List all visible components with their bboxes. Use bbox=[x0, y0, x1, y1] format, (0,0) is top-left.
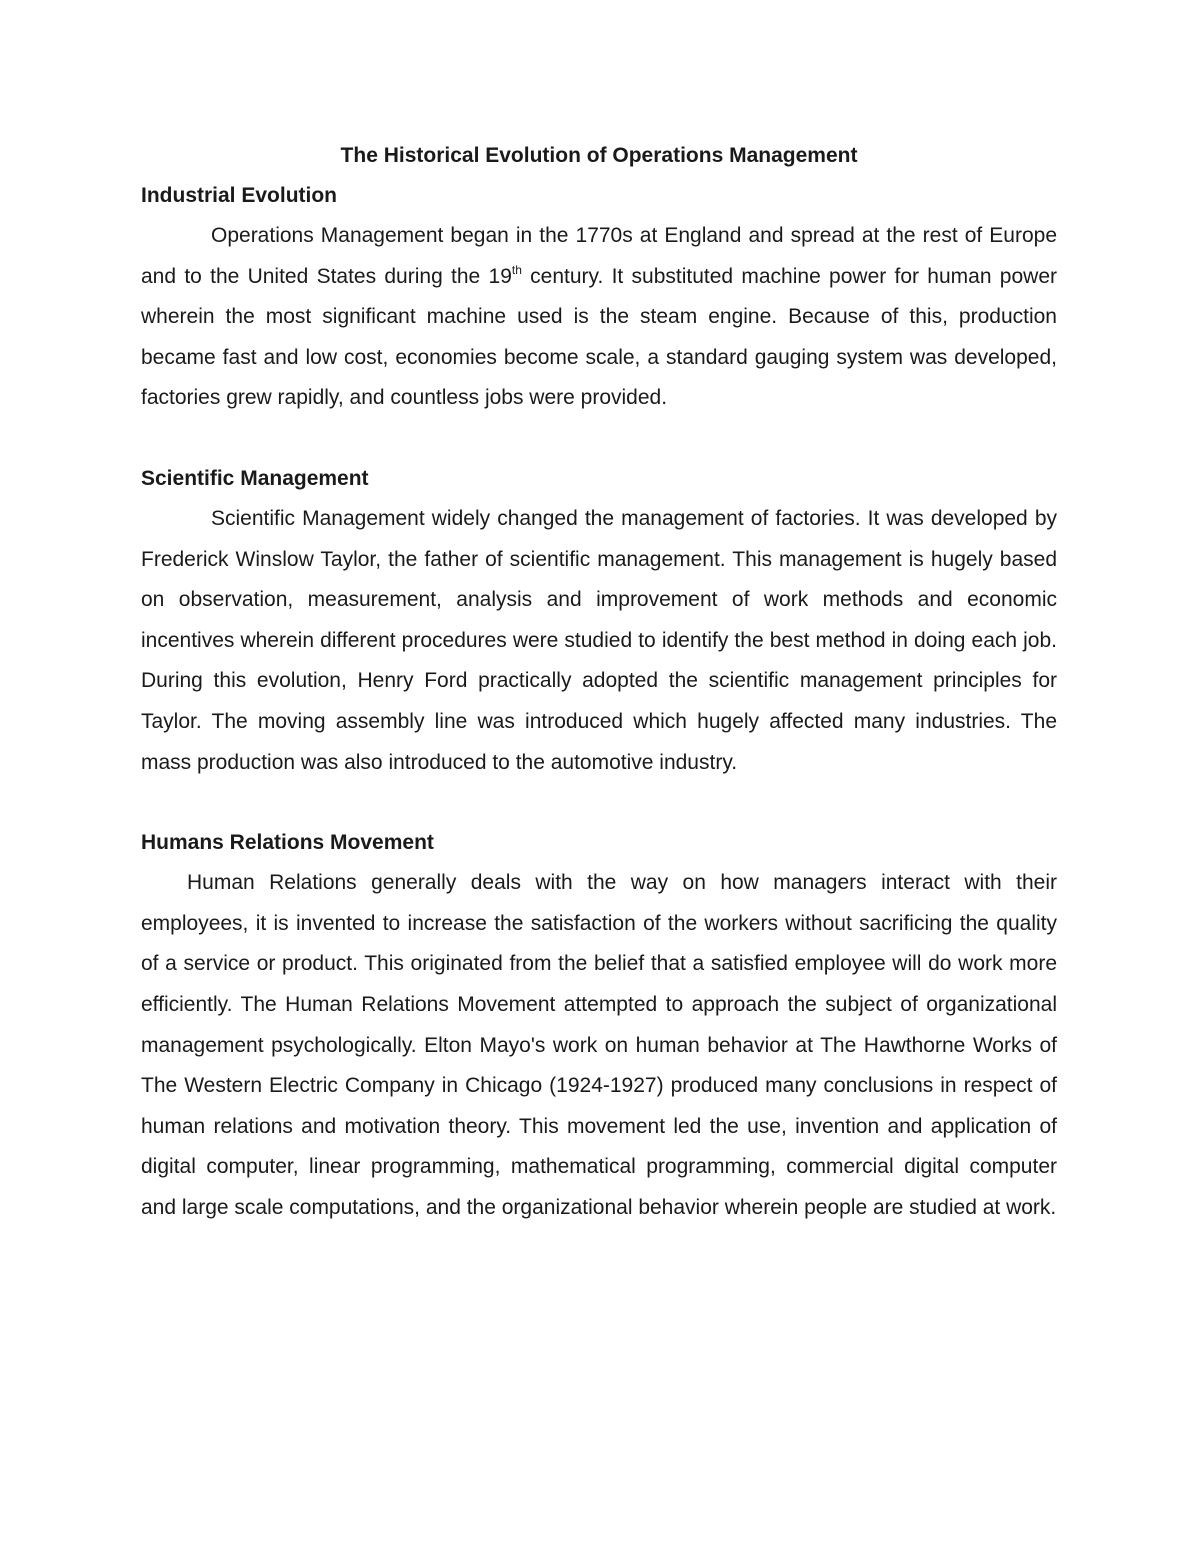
section-paragraph-scientific-management: Scientific Management widely changed the management of factories. It was developed by Frederick Winslow Taylor, the father of scientific management. This management is hugely based on observation, measurement, analysis and improvement of work methods and economic incentives wherein different procedures were studied to identify the best method in doing each job. During this evolution, Henry Ford practically adopted the scientific management principles for Taylor. The moving assembly line was introduced which hugely affected many industries. The mass production was also introduced to the automotive industry. bbox=[141, 506, 1057, 774]
paragraph-text-after-superscript: century. It substituted machine power for human power wherein the most significant machine used is the steam engine. Because of this, production became fast and low cost, economies become scale, a standard gauging system was developed, factories grew rapidly, and countless jobs were provided. bbox=[141, 264, 1057, 410]
section-scientific-management bbox=[141, 459, 1057, 783]
section-paragraph-human-relations: Human Relations generally deals with the way on how managers interact with their employees, it is invented to increase the satisfaction of the workers without sacrificing the quality of a service or product. This originated from the belief that a satisfied employee will do work more efficiently. The Human Relations Movement attempted to approach the subject of organizational management psychologically. Elton Mayo's work on human behavior at The Hawthorne Works of The Western Electric Company in Chicago (1924-1927) produced many conclusions in respect of human relations and motivation theory. This movement led the use, invention and application of digital computer, linear programming, mathematical programming, commercial digital computer and large scale computations, and the organizational behavior wherein people are studied at work. bbox=[141, 871, 1057, 1219]
paragraph-text-before-superscript: Operations Management began in the 1770s at England and spread at the rest of Europe and to the United States during the 19 bbox=[141, 224, 1057, 288]
section-heading-scientific-management: Scientific Management bbox=[141, 466, 369, 490]
section-industrial-evolution bbox=[141, 176, 1057, 419]
ordinal-superscript: th bbox=[511, 262, 522, 277]
section-heading-industrial-evolution: Industrial Evolution bbox=[141, 184, 338, 207]
section-heading-human-relations: Humans Relations Movement bbox=[141, 831, 434, 855]
section-spacer bbox=[141, 419, 1057, 459]
document-title: The Historical Evolution of Operations Management bbox=[340, 144, 858, 167]
section-spacer bbox=[141, 783, 1057, 823]
document-page bbox=[141, 136, 1057, 1228]
section-paragraph-industrial-evolution bbox=[141, 216, 1057, 419]
section-human-relations bbox=[141, 823, 1057, 1228]
